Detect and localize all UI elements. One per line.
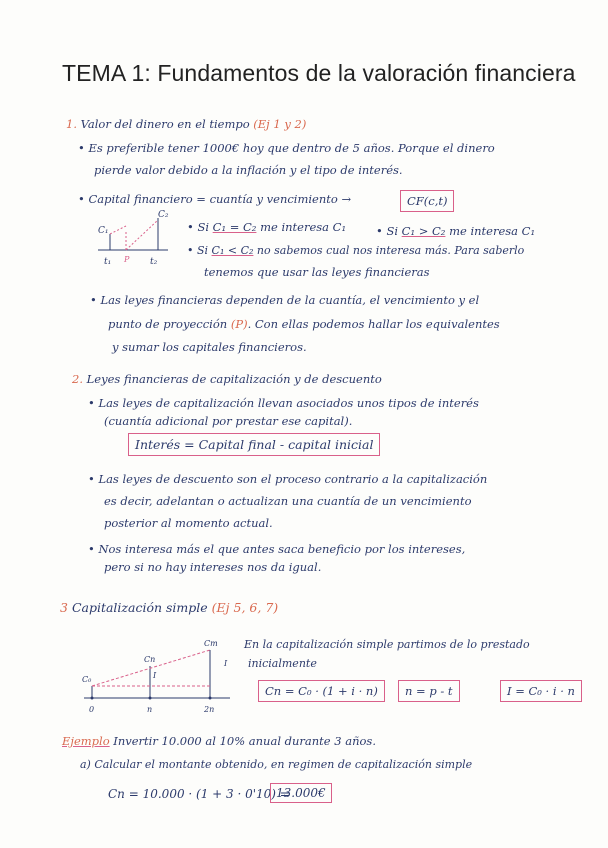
- s1-bullet-3-line-1: • Las leyes financieras dependen de la cuantía, el vencimiento y el: [90, 293, 480, 307]
- projection-point-text: punto de proyección: [108, 317, 228, 331]
- section-2-heading: [72, 372, 382, 386]
- diag1-t2-label: t₂: [150, 257, 158, 267]
- s2-bullet-1-line-2: (cuantía adicional por prestar ese capital).: [104, 414, 353, 428]
- rule-greater-prefix: • Si: [376, 224, 398, 238]
- diag2-tn-label: n: [147, 705, 153, 714]
- interes-formula-box: Interés = Capital final - capital inicial: [128, 433, 380, 456]
- s2-bullet-3-line-2: pero si no hay intereses nos da igual.: [104, 560, 322, 574]
- rule-equal-result: me interesa C₁: [260, 220, 347, 234]
- section-3-heading: [60, 600, 278, 615]
- diag1-c2-label: C₂: [158, 210, 169, 220]
- diag1-line-b: [126, 220, 158, 250]
- section-1-ref: (Ej 1 y 2): [253, 117, 307, 131]
- diag2-i2-label: I: [224, 659, 228, 668]
- projection-point-symbol: (P): [230, 317, 248, 331]
- rule-less-condition: C₁ < C₂: [211, 244, 254, 257]
- section-3-number: 3: [60, 600, 68, 615]
- example-part-a: a) Calcular el montante obtenido, en regimen de capitalización simple: [80, 758, 473, 771]
- s2-bullet-2-line-2: es decir, adelantan o actualizan una cuantía de un vencimiento: [104, 494, 472, 508]
- rule-greater-condition: C₁ > C₂: [401, 224, 446, 238]
- section-3-title: Capitalización simple: [71, 600, 208, 615]
- formula-n-box: n = p - t: [398, 680, 460, 702]
- diag1-c1-label: C₁: [98, 226, 109, 236]
- simple-cap-desc-line-2: inicialmente: [248, 657, 317, 670]
- arrow-icon: →: [341, 192, 352, 206]
- formula-i-box: I = C₀ · i · n: [500, 680, 582, 702]
- rule-equal-condition: C₁ = C₂: [212, 220, 257, 234]
- diag2-tn-dot: [149, 697, 152, 700]
- s1-bullet-3-line-3: y sumar los capitales financieros.: [112, 340, 307, 354]
- rule-less-prefix: • Si: [187, 244, 209, 257]
- example-line: [62, 734, 376, 748]
- diag2-c0-label: C₀: [82, 675, 92, 684]
- rule-less: [187, 244, 524, 257]
- capital-diagram-2: [80, 638, 240, 720]
- diag2-cm-label: Cm: [204, 639, 218, 648]
- equivalents-text: . Con ellas podemos hallar los equivalentes: [247, 317, 500, 331]
- diag2-cn-label: Cn: [144, 655, 156, 664]
- s1-bullet-1-line-2: pierde valor debido a la inflación y el tipo de interés.: [94, 163, 403, 177]
- section-1-heading: [66, 117, 306, 131]
- s2-bullet-3-line-1: • Nos interesa más el que antes saca beneficio por los intereses,: [88, 542, 466, 556]
- diag1-t1-label: t₁: [104, 257, 112, 267]
- example-label: Ejemplo: [62, 734, 110, 748]
- diag2-i-label: I: [153, 671, 157, 680]
- diag2-t2n-label: 2n: [204, 705, 215, 714]
- rule-equal: [187, 220, 346, 234]
- example-text: Invertir 10.000 al 10% anual durante 3 años.: [113, 734, 376, 748]
- section-1-title: Valor del dinero en el tiempo: [80, 117, 250, 131]
- section-2-number: 2.: [72, 372, 83, 386]
- diag2-t0-dot: [91, 697, 94, 700]
- diag1-p-label: P: [124, 255, 130, 264]
- diag1-line-a: [110, 226, 126, 234]
- diag2-t2n-dot: [209, 697, 212, 700]
- rule-equal-prefix: • Si: [187, 220, 209, 234]
- s2-bullet-2-line-1: • Las leyes de descuento son el proceso contrario a la capitalización: [88, 472, 488, 486]
- page-title: TEMA 1: Fundamentos de la valoración financiera: [62, 60, 576, 86]
- capital-financiero-text: • Capital financiero = cuantía y vencimiento: [78, 192, 338, 206]
- result-box: 13.000€: [270, 783, 332, 803]
- calculation-text: Cn = 10.000 · (1 + 3 · 0'10) =: [108, 787, 290, 801]
- capital-diagram-1: [88, 212, 198, 272]
- rule-greater-result: me interesa C₁: [449, 224, 536, 238]
- diag2-t0-label: 0: [89, 705, 95, 714]
- s1-bullet-2: [78, 192, 351, 206]
- formula-cn-box: Cn = C₀ · (1 + i · n): [258, 680, 385, 702]
- s1-bullet-3-line-2: [108, 317, 500, 331]
- s2-bullet-1-line-1: • Las leyes de capitalización llevan asociados unos tipos de interés: [88, 396, 479, 410]
- section-2-title: Leyes financieras de capitalización y de descuento: [86, 372, 382, 386]
- s2-bullet-2-line-3: posterior al momento actual.: [104, 516, 273, 530]
- rule-less-result: no sabemos cual nos interesa más. Para saberlo: [256, 244, 525, 257]
- cf-box: CF(c,t): [400, 190, 454, 212]
- simple-cap-desc-line-1: En la capitalización simple partimos de lo prestado: [244, 638, 530, 651]
- section-1-number: 1.: [66, 117, 77, 131]
- section-3-ref: (Ej 5, 6, 7): [211, 600, 279, 615]
- s1-bullet-1-line-1: • Es preferible tener 1000€ hoy que dentro de 5 años. Porque el dinero: [78, 141, 495, 155]
- rule-greater: [376, 224, 535, 238]
- rule-less-line-2: tenemos que usar las leyes financieras: [204, 265, 430, 279]
